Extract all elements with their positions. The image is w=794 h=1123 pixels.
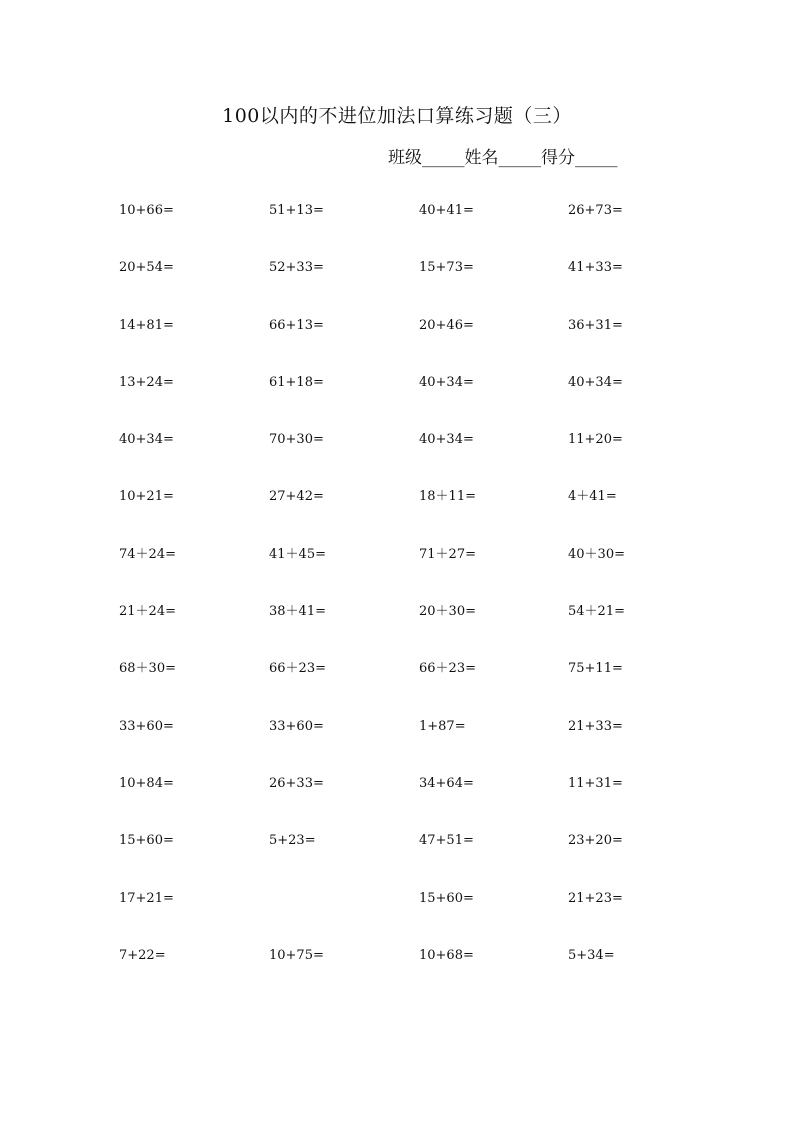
- problem-item: 47+51=: [419, 833, 474, 849]
- problem-item: 10+68=: [419, 947, 474, 963]
- problem-item: 14+81=: [119, 317, 174, 333]
- problem-item: 40+41=: [419, 203, 474, 218]
- problem-item: 5+23=: [269, 833, 316, 849]
- problem-item: 54＋21=: [568, 604, 625, 620]
- worksheet-title: 100以内的不进位加法口算练习题（三）: [222, 105, 572, 127]
- problem-item: 71＋27=: [419, 546, 476, 562]
- problem-item: 33+60=: [269, 718, 324, 734]
- problem-item: 13+24=: [119, 374, 174, 390]
- problem-item: 75+11=: [568, 661, 623, 677]
- problem-item: 10+75=: [269, 947, 324, 963]
- student-info-line: 班级_____姓名_____得分_____: [388, 148, 618, 168]
- problem-item: 4＋41=: [568, 489, 617, 505]
- problem-item: 23+20=: [568, 833, 623, 849]
- problem-item: 21＋24=: [119, 604, 176, 620]
- problem-item: 34+64=: [419, 775, 474, 791]
- problem-item: 33+60=: [119, 718, 174, 734]
- problem-item: 26+73=: [568, 203, 623, 218]
- problem-item: 52+33=: [269, 260, 324, 276]
- problem-item: 41+33=: [568, 260, 623, 276]
- problem-item: 1+87=: [419, 718, 466, 734]
- problem-item: 40+34=: [419, 374, 474, 390]
- problem-item: 18＋11=: [419, 489, 476, 505]
- problem-item: 21+23=: [568, 890, 623, 906]
- problem-item: 15+73=: [419, 260, 474, 276]
- problem-item: 40＋30=: [568, 546, 625, 562]
- problem-item: 21+33=: [568, 718, 623, 734]
- problem-item: 74＋24=: [119, 546, 176, 562]
- problem-item: 27+42=: [269, 489, 324, 505]
- problem-item: 15+60=: [119, 833, 174, 849]
- problem-item: 40+34=: [119, 432, 174, 448]
- problem-grid: [119, 201, 719, 1003]
- problem-item: 66+13=: [269, 317, 324, 333]
- problem-item: 61+18=: [269, 374, 324, 390]
- problem-item: 66＋23=: [269, 661, 326, 677]
- problem-item: 17+21=: [119, 890, 174, 906]
- problem-item: 70+30=: [269, 432, 324, 448]
- problem-item: 40+34=: [568, 374, 623, 390]
- problem-item: 66＋23=: [419, 661, 476, 677]
- problem-item: 20+46=: [419, 317, 474, 333]
- problem-item: [269, 889, 419, 946]
- problem-item: 10+84=: [119, 775, 174, 791]
- problem-item: 38＋41=: [269, 604, 326, 620]
- problem-item: 15+60=: [419, 890, 474, 906]
- problem-item: 68＋30=: [119, 661, 176, 677]
- problem-item: 11+31=: [568, 775, 623, 791]
- problem-item: 5+34=: [568, 947, 615, 963]
- problem-item: 36+31=: [568, 317, 623, 333]
- problem-item: 41＋45=: [269, 546, 326, 562]
- problem-item: 20+54=: [119, 260, 174, 276]
- problem-item: 51+13=: [269, 203, 324, 218]
- problem-item: 20＋30=: [419, 604, 476, 620]
- problem-item: 7+22=: [119, 947, 166, 963]
- problem-item: 26+33=: [269, 775, 324, 791]
- problem-item: 10+66=: [119, 203, 174, 218]
- problem-item: 11+20=: [568, 432, 623, 448]
- problem-item: 10+21=: [119, 489, 174, 505]
- problem-item: 40+34=: [419, 432, 474, 448]
